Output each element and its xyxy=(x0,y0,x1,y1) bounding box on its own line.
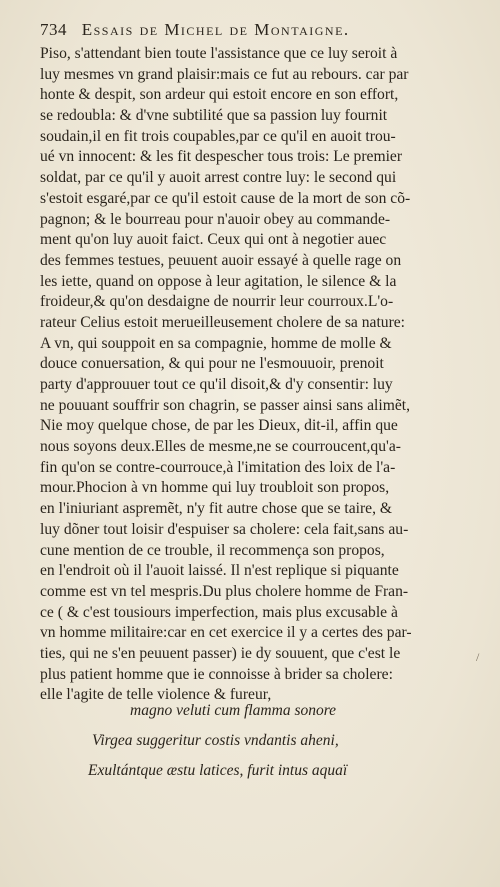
margin-mark: / xyxy=(476,650,480,664)
text-line: Piso, s'attendant bien toute l'assistance que ce luy seroit à xyxy=(40,45,398,62)
verse-line: Exultántque æstu latices, furit intus aquaï xyxy=(88,762,348,779)
text-line: mour.Phocion à vn homme qui luy troubloit son propos, xyxy=(40,479,390,497)
text-line: ne pouuant souffrir son chagrin, se passer ainsi sans alimẽt, xyxy=(40,396,410,414)
verse-line: magno veluti cum flamma sonore xyxy=(130,702,337,719)
text-line: A vn, qui souppoit en sa compagnie, homme de molle & xyxy=(40,334,392,352)
text-line: en l'iniuriant aspremẽt, n'y fit autre chose que se taire, & xyxy=(40,500,393,518)
body-text xyxy=(40,44,490,706)
text-line: fin qu'on se contre-courrouce,à l'imitation des loix de l'a- xyxy=(40,458,396,476)
text-line: comme est vn tel mespris.Du plus cholere homme de Fran- xyxy=(40,582,409,600)
text-line: luy dõner tout loisir d'espuiser sa cholere: cela fait,sans au- xyxy=(40,520,409,538)
running-title: Essais de Michel de Montaigne. xyxy=(81,20,350,39)
text-line: plus patient homme que ie connoisse à brider sa cholere: xyxy=(40,665,393,683)
text-line: ué vn innocent: & les fit despescher tous trois: Le premier xyxy=(40,148,403,166)
text-line: rateur Celius estoit merueilleusement cholere de sa nature: xyxy=(40,313,406,331)
text-line: soudain,il en fit trois coupables,par ce qu'il en auoit trou- xyxy=(40,127,396,145)
page-number: 734 xyxy=(40,20,67,39)
page-header xyxy=(40,20,490,44)
text-line: en l'endroit où il l'auoit laissé. Il n'est replique si piquante xyxy=(40,562,399,580)
text-line: se redoubla: & d'vne subtilité que sa passion luy fournit xyxy=(40,107,388,125)
text-line: luy mesmes vn grand plaisir:mais ce fut au rebours. car par xyxy=(40,65,409,83)
text-line: ties, qui ne s'en peuuent passer) ie dy souuent, que c'est le xyxy=(40,644,401,662)
text-line: Nie moy quelque chose, de par les Dieux, dit-il, affin que xyxy=(40,417,398,435)
text-line: cune mention de ce trouble, il recommença son propos, xyxy=(40,541,385,559)
verse-quotation xyxy=(88,696,470,786)
text-line: ce ( & c'est tousiours imperfection, mais plus excusable à xyxy=(40,603,398,621)
text-line: froideur,& qu'on desdaigne de nourrir leur courroux.L'o- xyxy=(40,293,394,311)
text-line: s'estoit esgaré,par ce qu'il estoit cause de la mort de son cõ- xyxy=(40,189,411,207)
text-line: party d'approuuer tout ce qu'il disoit,& d'y consentir: luy xyxy=(40,376,393,393)
verse-line: Virgea suggeritur costis vndantis aheni, xyxy=(92,732,339,749)
text-line: ment qu'on luy auoit faict. Ceux qui ont à negotier auec xyxy=(40,231,387,249)
text-line: des femmes testues, peuuent auoir essayé à quelle rage on xyxy=(40,251,402,269)
text-line: elle l'agite de telle violence & fureur, xyxy=(40,686,272,704)
text-line: douce conuersation, & qui pour ne l'esmouuoir, prenoit xyxy=(40,355,384,373)
text-line: les iette, quand on oppose à leur agitation, le silence & la xyxy=(40,272,397,290)
text-line: honte & despit, son ardeur qui estoit encore en son effort, xyxy=(40,86,399,104)
text-line: vn homme militaire:car en cet exercice il y a certes des par- xyxy=(40,624,412,642)
text-line: pagnon; & le bourreau pour n'auoir obey au commande- xyxy=(40,210,391,228)
text-line: nous soyons deux.Elles de mesme,ne se courroucent,qu'a- xyxy=(40,438,401,456)
text-line: soldat, par ce qu'il y auoit arrest contre luy: le second qui xyxy=(40,169,397,187)
